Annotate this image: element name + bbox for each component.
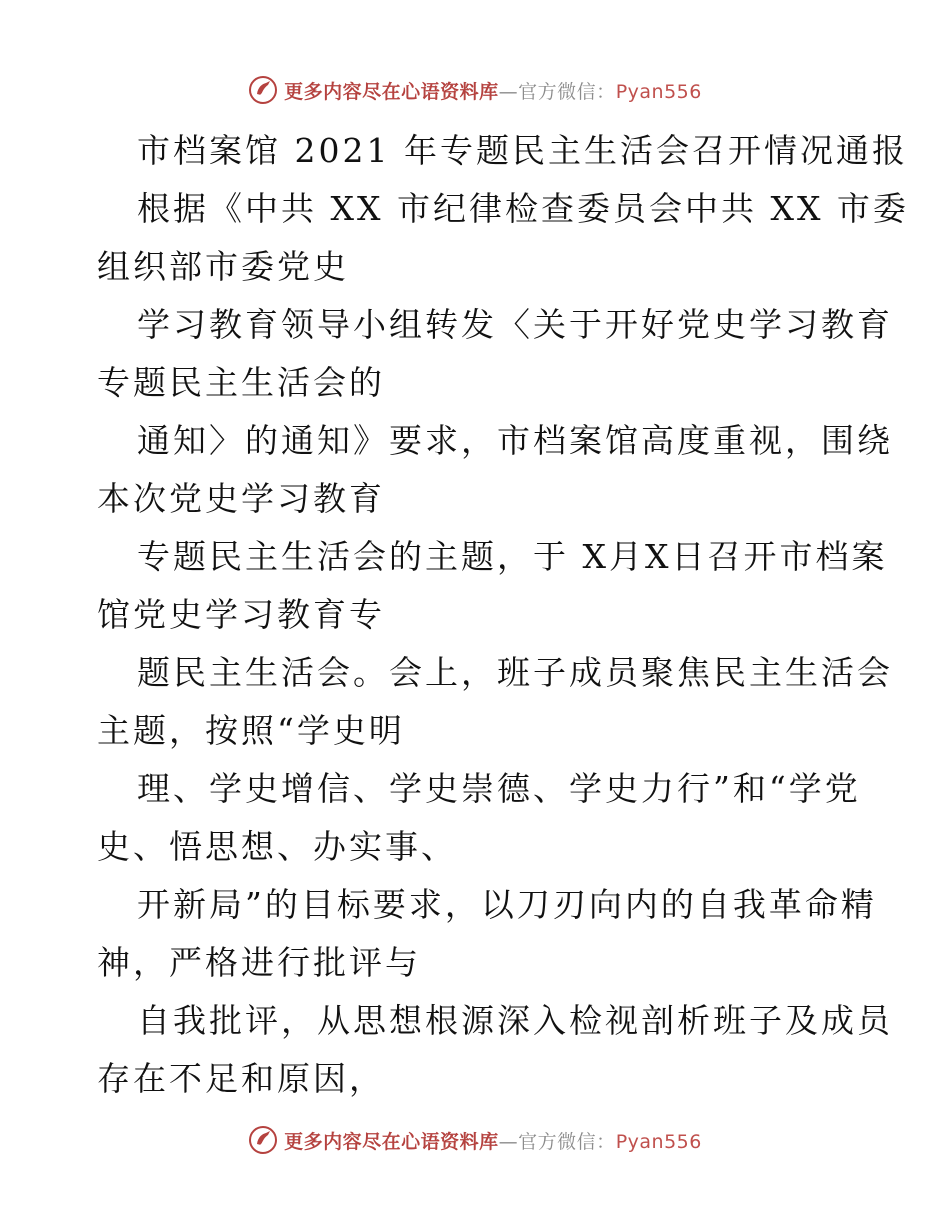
paragraph-line: 本次党史学习教育	[97, 479, 385, 518]
header-banner-text	[284, 77, 702, 104]
document-title: 市档案馆 2021 年专题民主生活会召开情况通报	[137, 131, 908, 170]
paragraph-line: 理、学史增信、学史崇德、学史力行”和“学党	[137, 769, 861, 808]
footer-banner-dash: —	[498, 1130, 519, 1153]
paragraph-line: 开新局”的目标要求，以刀刃向内的自我革命精	[137, 885, 877, 924]
paragraph-line: 专题民主生活会的	[97, 363, 385, 402]
header-banner-title: 更多内容尽在心语资料库	[284, 80, 499, 103]
footer-wechat-label: 官方微信：	[518, 1130, 616, 1153]
paragraph-line: 自我批评，从思想根源深入检视剖析班子及成员	[137, 1001, 893, 1040]
paragraph-line: 学习教育领导小组转发〈关于开好党史学习教育	[137, 305, 893, 344]
paragraph-line: 馆党史学习教育专	[97, 595, 385, 634]
document-body	[97, 122, 909, 1108]
paragraph-line: 史、悟思想、办实事、	[97, 827, 457, 866]
paragraph-line: 专题民主生活会的主题，于 X月X日召开市档案	[137, 537, 888, 576]
paragraph-line: 主题，按照“学史明	[97, 711, 405, 750]
footer-banner	[0, 1120, 950, 1160]
header-banner-dash: —	[498, 80, 519, 103]
paragraph-line: 存在不足和原因，	[97, 1059, 385, 1098]
header-wechat-id: Pyan556	[615, 80, 702, 103]
header-banner	[0, 70, 950, 110]
hand-logo-icon	[248, 75, 278, 105]
hand-logo-icon	[248, 1125, 278, 1155]
paragraph-line: 根据《中共 XX 市纪律检查委员会中共 XX 市委	[137, 189, 909, 228]
paragraph-line: 神，严格进行批评与	[97, 943, 421, 982]
paragraph-line: 题民主生活会。会上，班子成员聚焦民主生活会	[137, 653, 893, 692]
footer-wechat-id: Pyan556	[615, 1130, 702, 1153]
footer-banner-text	[284, 1127, 702, 1154]
paragraph-line: 组织部市委党史	[97, 247, 349, 286]
footer-banner-title: 更多内容尽在心语资料库	[284, 1130, 499, 1153]
header-wechat-label: 官方微信：	[518, 80, 616, 103]
paragraph-line: 通知〉的通知》要求，市档案馆高度重视，围绕	[137, 421, 893, 460]
